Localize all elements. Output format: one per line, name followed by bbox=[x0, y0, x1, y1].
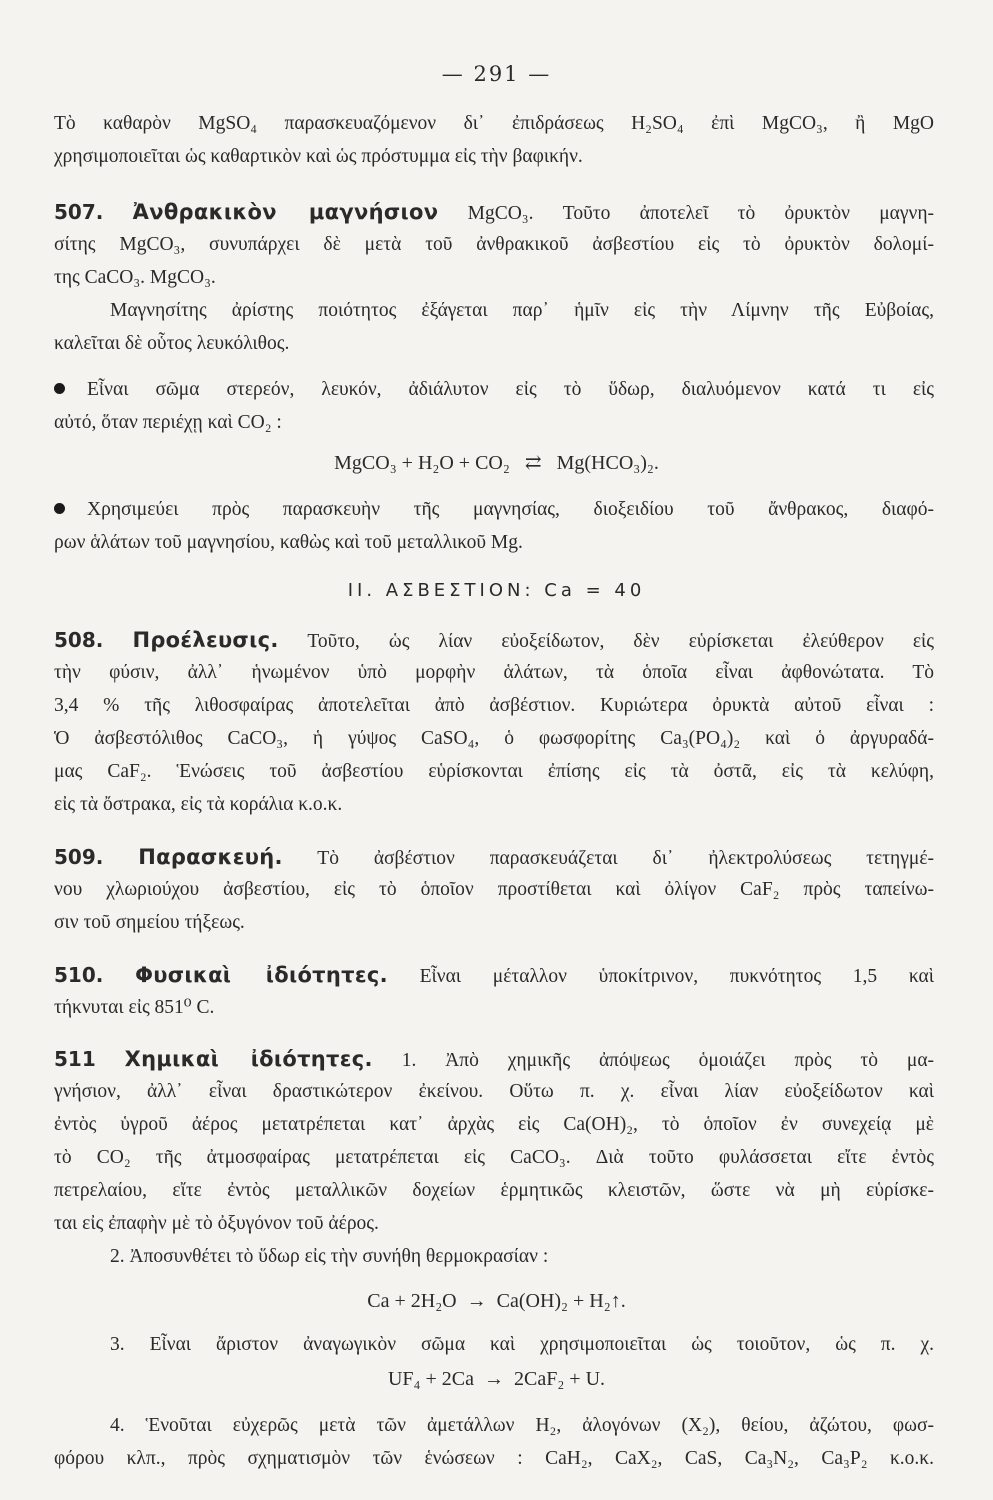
bullet-icon bbox=[54, 383, 65, 394]
text-span: MgCO₃. Τοῦτο ἀποτελεῖ τὸ ὀρυκτὸν μαγνη- bbox=[467, 203, 935, 224]
text-line: μας CaF₂. Ἑνώσεις τοῦ ἀσβεστίου εὑρίσκονται ἐπίσης εἰς τὰ ὀστᾶ, εἰς τὰ κελύφη, bbox=[54, 761, 934, 782]
text-line: ρων ἁλάτων τοῦ μαγνησίου, καθὼς καὶ τοῦ μεταλλικοῦ Mg. bbox=[54, 532, 523, 553]
section-number: 509. bbox=[54, 845, 104, 869]
text-line: 4. Ἑνοῦται εὐχερῶς μετὰ τῶν ἀμετάλλων H₂, ἀλογόνων (X₂), θείου, ἀζώτου, φωσ- bbox=[110, 1415, 934, 1436]
text-line: σιν τοῦ σημείου τήξεως. bbox=[54, 912, 245, 933]
section-heading: Χημικαὶ ἰδιότητες. bbox=[124, 1047, 373, 1071]
section-heading: Προέλευσις. bbox=[132, 628, 279, 652]
section-number: 510. bbox=[54, 963, 104, 987]
text-line: 2. Ἀποσυνθέτει τὸ ὕδωρ εἰς τὴν συνήθη θερμοκρασίαν : bbox=[110, 1246, 549, 1267]
text-line: 3,4 % τῆς λιθοσφαίρας ἀποτελεῖται ἀπὸ ἀσβέστιον. Κυριώτερα ὀρυκτὰ αὐτοῦ εἶναι : bbox=[54, 695, 934, 716]
text-line: ται εἰς ἐπαφὴν μὲ τὸ ὀξυγόνον τοῦ ἀέρος. bbox=[54, 1213, 379, 1234]
equation: Ca + 2H₂O → Ca(OH)₂ + H₂↑. bbox=[367, 1290, 626, 1312]
equation: MgCO₃ + H₂O + CO₂ ⇄ Mg(HCO₃)₂. bbox=[334, 452, 659, 474]
text-line: φόρου κλπ., πρὸς σχηματισμὸν τῶν ἑνώσεων : CaH₂, CaX₂, CaS, Ca₃N₂, Ca₃P₂ κ.ο.κ. bbox=[54, 1448, 934, 1469]
text-line: γνήσιον, ἀλλ᾽ εἶναι δραστικώτερον ἐκείνου. Οὕτω π. χ. εἶναι λίαν εὐοξείδωτον καὶ bbox=[54, 1081, 934, 1102]
text-span: 1. Ἀπὸ χημικῆς ἀπόψεως ὁμοιάζει πρὸς τὸ μα- bbox=[401, 1050, 935, 1071]
bullet-icon bbox=[54, 503, 65, 514]
text-span: Εἶναι μέταλλον ὑποκίτρινον, πυκνότητος 1,5 καὶ bbox=[419, 966, 934, 987]
section-number: 507. bbox=[54, 200, 104, 224]
bullet-paragraph bbox=[54, 498, 934, 522]
text-line: ἐντὸς ὑγροῦ ἀέρος μετατρέπεται κατ᾽ ἀρχὰς εἰς Ca(OH)₂, τὸ ὁποῖον ἐν συνεχείᾳ μὲ bbox=[54, 1114, 934, 1135]
text-line: Τὸ καθαρὸν MgSO₄ παρασκευαζόμενον δι᾽ ἐπιδράσεως H₂SO₄ ἐπὶ MgCO₃, ἢ MgO bbox=[54, 113, 934, 134]
text-line: τήκνυται εἰς 851⁰ C. bbox=[54, 997, 215, 1018]
text-span: Εἶναι σῶμα στερεόν, λευκόν, ἀδιάλυτον εἰς τὸ ὕδωρ, διαλυόμενον κατά τι εἰς bbox=[87, 379, 934, 400]
text-span: Τὸ ἀσβέστιον παρασκευάζεται δι᾽ ἠλεκτρολύσεως τετηγμέ- bbox=[317, 848, 934, 869]
section-heading: Φυσικαὶ ἰδιότητες. bbox=[135, 963, 388, 987]
text-line: 3. Εἶναι ἄριστον ἀναγωγικὸν σῶμα καὶ χρησιμοποιεῖται ὡς τοιοῦτον, ὡς π. χ. bbox=[110, 1334, 934, 1355]
text-line: τὴν φύσιν, ἀλλ᾽ ἡνωμένον ὑπὸ μορφὴν ἁλάτων, τὰ ὁποῖα εἶναι ἀφθονώτατα. Τὸ bbox=[54, 662, 934, 683]
text-line: νου χλωριούχου ἀσβεστίου, εἰς τὸ ὁποῖον προστίθεται καὶ ὀλίγον CaF₂ πρὸς ταπείνω- bbox=[54, 879, 934, 900]
paragraph-509-first-line bbox=[54, 845, 934, 871]
text-line: τὸ CO₂ τῆς ἀτμοσφαίρας μετατρέπεται εἰς CaCO₃. Διὰ τοῦτο φυλάσσεται εἴτε ἐντὸς bbox=[54, 1147, 934, 1168]
equation: UF₄ + 2Ca → 2CaF₂ + U. bbox=[387, 1368, 606, 1390]
section-title: II. ΑΣΒΕΣΤΙΟΝ: Ca = 40 bbox=[347, 580, 646, 601]
text-line: πετρελαίου, εἴτε ἐντὸς μεταλλικῶν δοχείων ἑρμητικῶς κλειστῶν, ὥστε νὰ μὴ εὑρίσκε- bbox=[54, 1180, 934, 1201]
text-line: αὐτό, ὅταν περιέχῃ καὶ CO₂ : bbox=[54, 412, 282, 433]
section-heading: Ἀνθρακικὸν μαγνήσιον bbox=[132, 200, 439, 224]
text-line: καλεῖται δὲ οὗτος λευκόλιθος. bbox=[54, 333, 290, 354]
paragraph-511-first-line bbox=[54, 1047, 934, 1073]
text-line: Μαγνησίτης ἀρίστης ποιότητος ἐξάγεται παρ᾽ ἡμῖν εἰς τὴν Λίμνην τῆς Εὐβοίας, bbox=[110, 300, 934, 321]
text-span: Τοῦτο, ὡς λίαν εὐοξείδωτον, δὲν εὑρίσκεται ἐλεύθερον εἰς bbox=[307, 631, 934, 652]
text-line: σίτης MgCO₃, συνυπάρχει δὲ μετὰ τοῦ ἀνθρακικοῦ ἀσβεστίου εἰς τὸ ὀρυκτὸν δολομί- bbox=[54, 234, 934, 255]
bullet-paragraph bbox=[54, 378, 934, 402]
paragraph-510-first-line bbox=[54, 963, 934, 989]
section-number: 511 bbox=[54, 1047, 96, 1071]
text-line: της CaCO₃. MgCO₃. bbox=[54, 267, 216, 288]
section-heading: Παρασκευή. bbox=[138, 845, 283, 869]
text-line: εἰς τὰ ὄστρακα, εἰς τὰ κοράλια κ.ο.κ. bbox=[54, 794, 343, 815]
paragraph-507-first-line bbox=[54, 200, 934, 226]
section-number: 508. bbox=[54, 628, 104, 652]
text-span: Χρησιμεύει πρὸς παρασκευὴν τῆς μαγνησίας, διοξειδίου τοῦ ἄνθρακος, διαφό- bbox=[87, 499, 934, 520]
text-line: χρησιμοποιεῖται ὡς καθαρτικὸν καὶ ὡς πρόστυμμα εἰς τὴν βαφικήν. bbox=[54, 146, 583, 167]
text-line: Ὁ ἀσβεστόλιθος CaCO₃, ἡ γύψος CaSO₄, ὁ φωσφορίτης Ca₃(PO₄)₂ καὶ ὁ ἀργυραδά- bbox=[54, 728, 934, 749]
paragraph-508-first-line bbox=[54, 628, 934, 654]
page-number: — 291 — bbox=[441, 62, 552, 86]
